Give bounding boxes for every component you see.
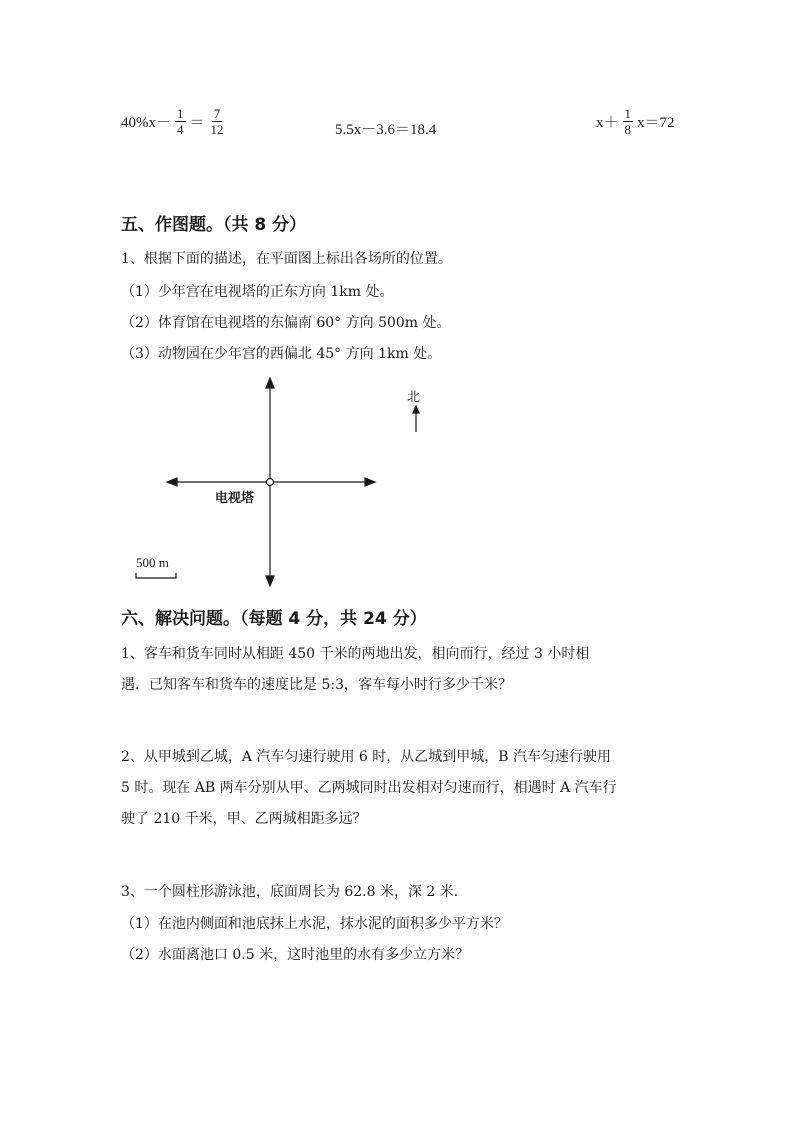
section-6-heading: 六、解决问题。（每题 4 分，共 24 分） [121, 609, 427, 629]
question-3-item-2: （2）水面离池口 0.5 米，这时池里的水有多少立方米？ [121, 947, 470, 963]
right-arrowhead [365, 478, 375, 486]
fraction-numerator: 7 [213, 106, 221, 121]
question-2-line-2: 5 时。现在 AB 两车分别从甲、乙两城同时出发相对匀速而行，相遇时 A 汽车行 [121, 780, 617, 796]
section-5-item-1: （1）少年宫在电视塔的正东方向 1km 处。 [121, 284, 394, 300]
tv-tower-label: 电视塔 [215, 491, 255, 506]
question-1-line-1: 1、客车和货车同时从相距 450 千米的两地出发，相向而行，经过 3 小时相 [121, 646, 590, 662]
fraction-denominator: 8 [624, 122, 632, 137]
section-5-heading: 五、作图题。（共 8 分） [121, 215, 307, 235]
fraction-numerator: 1 [624, 106, 632, 121]
scale-label: 500 m [136, 555, 169, 570]
tv-tower-marker [267, 479, 274, 486]
equation-3-prefix: x＋ [596, 115, 619, 131]
equation-3-suffix: x＝72 [637, 115, 675, 131]
up-arrowhead [266, 378, 274, 388]
fraction-denominator: 4 [177, 122, 184, 137]
scale-bar [136, 573, 176, 578]
section-5-item-2: （2）体育馆在电视塔的东偏南 60° 方向 500m 处。 [121, 315, 451, 331]
question-3-intro: 3、一个圆柱形游泳池，底面周长为 62.8 米，深 2 米． [121, 884, 468, 900]
fraction-denominator: 12 [210, 122, 224, 137]
equals-sign: ＝ [189, 115, 205, 131]
section-5-item-3: （3）动物园在少年宫的西偏北 45° 方向 1km 处。 [121, 346, 442, 362]
equation-2-text: 5.5x－3.6＝18.4 [335, 122, 437, 138]
north-arrowhead [413, 406, 419, 413]
section-5-question-1: 1、根据下面的描述，在平面图上标出各场所的位置。 [121, 251, 452, 267]
equation-1-prefix: 40%x－ [121, 115, 171, 131]
fraction-numerator: 1 [177, 106, 184, 121]
question-2-line-3: 驶了 210 千米，甲、乙两城相距多远？ [121, 811, 367, 827]
question-1-line-2: 遇．已知客车和货车的速度比是 5:3，客车每小时行多少千米？ [121, 677, 512, 693]
left-arrowhead [167, 478, 177, 486]
north-label: 北 [407, 390, 421, 405]
question-2-line-1: 2、从甲城到乙城，A 汽车匀速行驶用 6 时，从乙城到甲城，B 汽车匀速行驶用 [121, 749, 612, 765]
question-3-item-1: （1）在池内侧面和池底抹上水泥，抹水泥的面积多少平方米？ [121, 916, 508, 932]
down-arrowhead [266, 576, 274, 586]
